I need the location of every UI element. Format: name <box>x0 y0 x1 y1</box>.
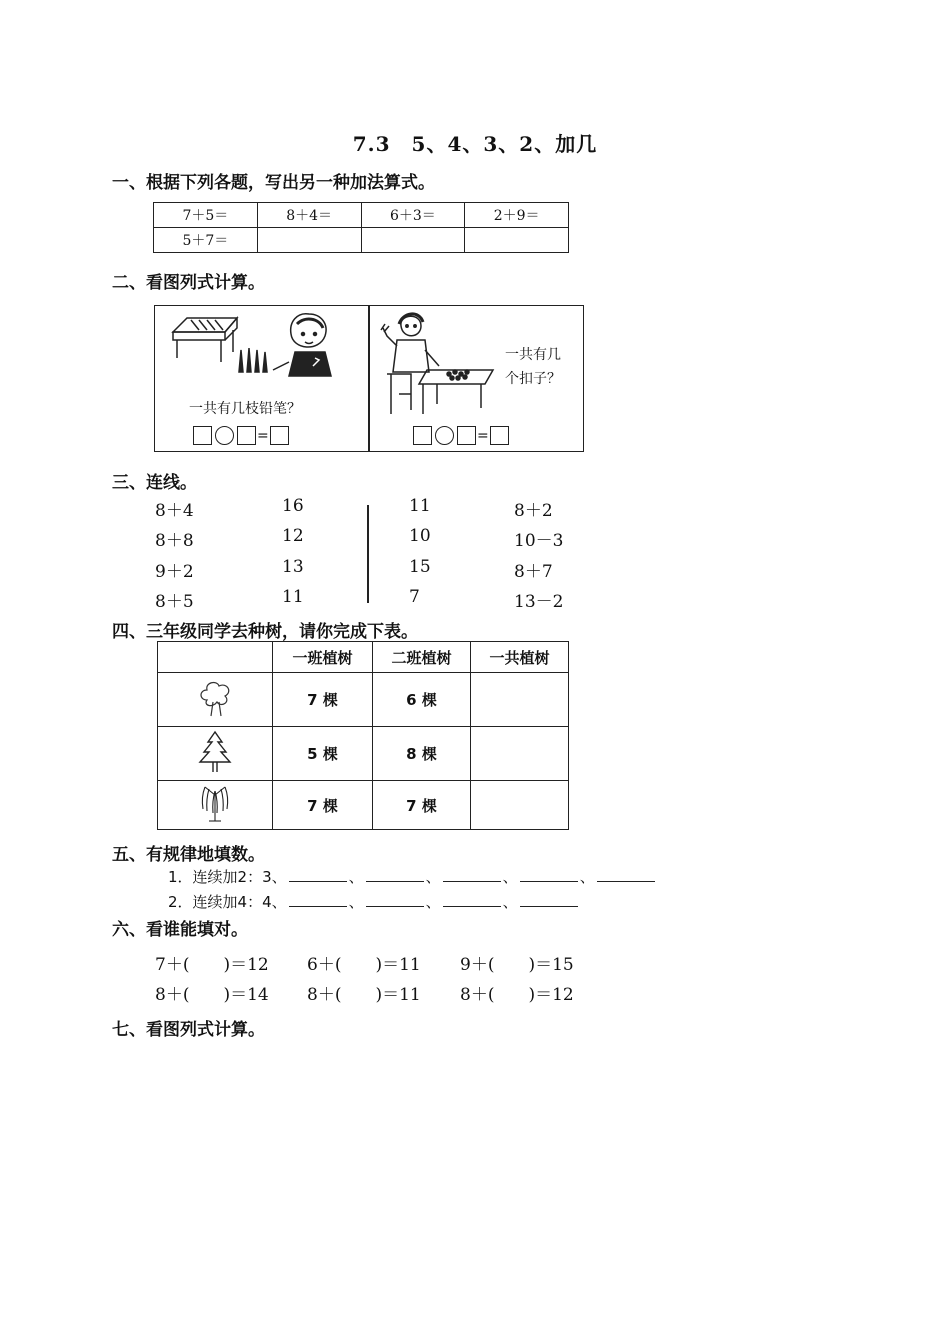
table-header-empty <box>158 642 273 673</box>
answer-cell[interactable] <box>465 228 569 253</box>
match-right-value[interactable]: 11 <box>409 496 431 516</box>
picture-problem-box <box>154 305 584 452</box>
fill-blank-equation[interactable]: 8＋( )＝11 <box>307 985 421 1005</box>
table-cell: 5＋7＝ <box>154 228 258 253</box>
equals-sign: = <box>477 427 489 444</box>
separator: 、 <box>425 868 441 886</box>
fill-blank-equation[interactable]: 8＋( )＝14 <box>155 985 269 1005</box>
page-title: 7.3 5、4、3、2、加几 <box>352 132 598 156</box>
answer-square[interactable] <box>413 426 432 445</box>
tree-cell <box>158 673 273 727</box>
fill-blank[interactable] <box>520 892 578 907</box>
answer-square[interactable] <box>237 426 256 445</box>
answer-cell[interactable] <box>471 781 569 830</box>
separator: 、 <box>348 893 364 911</box>
fill-blank[interactable] <box>289 892 347 907</box>
table-cell: 8＋4＝ <box>257 203 361 228</box>
pencils-girl-illustration <box>169 310 349 400</box>
fill-blank[interactable] <box>520 867 578 882</box>
match-right-expr[interactable]: 13－2 <box>514 592 564 612</box>
match-left-value[interactable]: 11 <box>282 587 304 607</box>
fill-blank[interactable] <box>366 867 424 882</box>
answer-square[interactable] <box>457 426 476 445</box>
answer-cell[interactable] <box>257 228 361 253</box>
section-3-heading: 三、连线。 <box>112 473 197 493</box>
answer-cell[interactable] <box>471 727 569 781</box>
separator: 、 <box>348 868 364 886</box>
sequence-line-2 <box>168 891 580 912</box>
right-answer-equation[interactable] <box>413 425 509 445</box>
table-header: 一班植树 <box>273 642 373 673</box>
separator: 、 <box>502 893 518 911</box>
match-left-value[interactable]: 16 <box>282 496 304 516</box>
table-header: 一共植树 <box>471 642 569 673</box>
match-left-value[interactable]: 12 <box>282 526 304 546</box>
answer-square[interactable] <box>193 426 212 445</box>
match-right-expr[interactable]: 10－3 <box>514 531 564 551</box>
answer-square[interactable] <box>270 426 289 445</box>
match-right-value[interactable]: 15 <box>409 557 431 577</box>
willow-tree-icon <box>195 781 235 825</box>
section-7-heading: 七、看图列式计算。 <box>112 1020 265 1040</box>
table-row-cell: 8 棵 <box>373 727 471 781</box>
section-6-heading: 六、看谁能填对。 <box>112 920 248 940</box>
match-right-value[interactable]: 10 <box>409 526 431 546</box>
section-4-heading: 四、三年级同学去种树，请你完成下表。 <box>112 622 418 642</box>
fill-blank-equation[interactable]: 6＋( )＝11 <box>307 955 421 975</box>
operator-circle[interactable] <box>435 426 454 445</box>
table-cell: 2＋9＝ <box>465 203 569 228</box>
separator: 、 <box>502 868 518 886</box>
match-left-expr[interactable]: 9＋2 <box>155 562 194 582</box>
woman-buttons-illustration <box>377 310 497 425</box>
match-right-value[interactable]: 7 <box>409 587 420 607</box>
fill-blank[interactable] <box>289 867 347 882</box>
table-row-cell: 7 棵 <box>273 781 373 830</box>
fill-blank-equation[interactable]: 9＋( )＝15 <box>460 955 574 975</box>
right-question-line2: 个扣子？ <box>505 371 561 387</box>
sequence-prompt: 2．连续加4：4、 <box>168 893 287 911</box>
fill-blank[interactable] <box>443 892 501 907</box>
addition-table <box>153 202 569 253</box>
fill-blank-equation[interactable]: 7＋( )＝12 <box>155 955 269 975</box>
picture-divider <box>368 306 370 451</box>
left-answer-equation[interactable] <box>193 425 289 445</box>
sequence-line-1 <box>168 866 657 887</box>
match-left-value[interactable]: 13 <box>282 557 304 577</box>
match-left-expr[interactable]: 8＋4 <box>155 501 194 521</box>
tree-planting-table <box>157 641 569 830</box>
separator: 、 <box>425 893 441 911</box>
separator: 、 <box>579 868 595 886</box>
table-header: 二班植树 <box>373 642 471 673</box>
answer-cell[interactable] <box>471 673 569 727</box>
matching-divider <box>367 505 369 603</box>
tree-cell <box>158 727 273 781</box>
section-2-heading: 二、看图列式计算。 <box>112 273 265 293</box>
fill-blank-equation[interactable]: 8＋( )＝12 <box>460 985 574 1005</box>
table-cell: 7＋5＝ <box>154 203 258 228</box>
fill-blank[interactable] <box>443 867 501 882</box>
answer-square[interactable] <box>490 426 509 445</box>
fill-blank[interactable] <box>366 892 424 907</box>
match-left-expr[interactable]: 8＋8 <box>155 531 194 551</box>
section-1-heading: 一、根据下列各题，写出另一种加法算式。 <box>112 173 435 193</box>
table-row-cell: 7 棵 <box>273 673 373 727</box>
match-right-expr[interactable]: 8＋2 <box>514 501 553 521</box>
match-right-expr[interactable]: 8＋7 <box>514 562 553 582</box>
table-row-cell: 6 棵 <box>373 673 471 727</box>
right-question-line1: 一共有几 <box>505 347 561 363</box>
match-left-expr[interactable]: 8＋5 <box>155 592 194 612</box>
left-question: 一共有几枝铅笔？ <box>189 401 301 417</box>
operator-circle[interactable] <box>215 426 234 445</box>
pine-tree-icon <box>195 730 235 774</box>
equals-sign: = <box>257 427 269 444</box>
answer-cell[interactable] <box>361 228 465 253</box>
section-5-heading: 五、有规律地填数。 <box>112 845 265 865</box>
round-tree-icon <box>195 678 235 718</box>
sequence-prompt: 1．连续加2：3、 <box>168 868 287 886</box>
table-row-cell: 5 棵 <box>273 727 373 781</box>
tree-cell <box>158 781 273 830</box>
fill-blank[interactable] <box>597 867 655 882</box>
table-cell: 6＋3＝ <box>361 203 465 228</box>
table-row-cell: 7 棵 <box>373 781 471 830</box>
